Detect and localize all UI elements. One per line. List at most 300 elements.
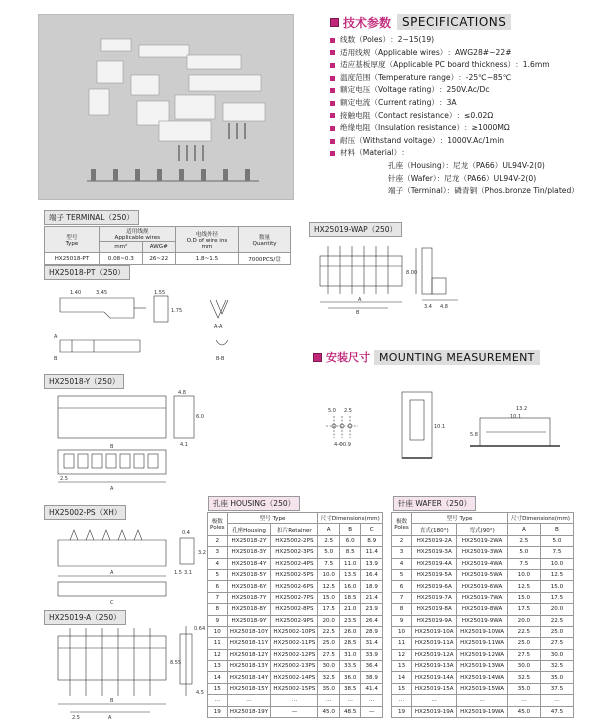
table-cell: 5.0 xyxy=(318,547,339,558)
table-row xyxy=(208,558,383,569)
th-awg: AWG# xyxy=(142,242,175,253)
table-cell: HX25019-15WA xyxy=(457,683,508,694)
table-cell: 23.5 xyxy=(339,615,360,626)
table-cell: HX25019-5A xyxy=(412,569,457,580)
table-cell: HX25019-9A xyxy=(412,615,457,626)
table-cell: HX25018-6Y xyxy=(227,581,271,592)
table-cell: 10.0 xyxy=(507,569,540,580)
table-cell: 7 xyxy=(208,592,228,603)
table-cell: — xyxy=(271,706,318,717)
table-row xyxy=(392,626,574,637)
table-cell: HX25019-2WA xyxy=(457,535,508,546)
table-row xyxy=(392,661,574,672)
table-cell: 17.5 xyxy=(318,604,339,615)
mounting-heading xyxy=(313,349,540,365)
table-cell: 15.0 xyxy=(540,581,573,592)
table-cell: HX25019-14WA xyxy=(457,672,508,683)
table-cell: HX25019-15A xyxy=(412,683,457,694)
a-label: HX25019-A（250） xyxy=(44,610,126,625)
table-cell: 13 xyxy=(208,661,228,672)
spec-item: 额定电流（Current rating） ：3A xyxy=(330,97,600,110)
table-cell: … xyxy=(318,695,339,706)
table-cell: 10.0 xyxy=(540,558,573,569)
dim-b: B xyxy=(110,698,114,704)
table-cell: HX25018-4Y xyxy=(227,558,271,569)
table-row xyxy=(392,683,574,694)
table-cell: 26.4 xyxy=(361,615,383,626)
material-item: 孔座（Housing）：尼龙（PA66）UL94V-2(0) xyxy=(388,160,545,170)
dim-a: A xyxy=(358,297,362,303)
table-cell: 25.0 xyxy=(540,626,573,637)
dim-3-1: 3.1 xyxy=(184,570,192,576)
table-cell: 7.5 xyxy=(540,547,573,558)
th-right-angle: 弯式(90°) xyxy=(457,524,508,535)
dim-b: B xyxy=(356,310,360,316)
dim-c: C xyxy=(110,600,114,606)
table-cell: 2 xyxy=(392,535,412,546)
table-row xyxy=(208,649,383,660)
table-cell: 5.0 xyxy=(540,535,573,546)
material-item: 针座（Wafer）：尼龙（PA66）UL94V-2(0) xyxy=(388,173,537,183)
table-cell: HX25018-14Y xyxy=(227,672,271,683)
dim-1-55: 1.55 xyxy=(154,290,166,296)
table-cell: 10.0 xyxy=(318,569,339,580)
spec-list xyxy=(330,34,600,198)
spec-item: 温度范围（Temperature range） ：-25℃~85℃ xyxy=(330,72,600,85)
ps-label: HX25002-PS（XH） xyxy=(44,505,126,520)
table-row: HX25018-PT 0.08~0.3 26~22 1.8~1.5 7000PCS/盘 xyxy=(45,253,291,264)
table-cell: HX25002-10PS xyxy=(271,626,318,637)
dim-3-45: 3.45 xyxy=(96,290,108,296)
th-type: 型号 Type xyxy=(412,513,508,524)
table-cell: HX25019-12WA xyxy=(457,649,508,660)
table-cell: HX25018-12Y xyxy=(227,649,271,660)
dim-hole-dia: 4-Φ0.9 xyxy=(334,442,351,448)
table-cell: 30.0 xyxy=(540,649,573,660)
table-cell: HX25002-3PS xyxy=(271,547,318,558)
table-cell: 6 xyxy=(392,581,412,592)
table-cell: 22.5 xyxy=(318,626,339,637)
dim-height: 8.00 xyxy=(406,270,418,276)
table-cell: 27.5 xyxy=(318,649,339,660)
table-cell: 18.5 xyxy=(339,592,360,603)
table-cell: 11.4 xyxy=(361,547,383,558)
table-cell: 8 xyxy=(208,604,228,615)
table-cell: HX25019-10A xyxy=(412,626,457,637)
table-row xyxy=(392,604,574,615)
table-cell: HX25019-19WA xyxy=(457,706,508,717)
table-cell: 45.0 xyxy=(507,706,540,717)
table-cell: 30.0 xyxy=(318,661,339,672)
table-row xyxy=(392,547,574,558)
bullet-icon xyxy=(330,101,335,106)
table-row xyxy=(208,626,383,637)
spec-title-en: SPECIFICATIONS xyxy=(397,14,511,30)
spec-item: 材料（Material） ： xyxy=(330,147,600,160)
dim-0-64: 0.64 xyxy=(194,626,206,632)
bullet-icon xyxy=(330,63,335,68)
product-photo xyxy=(38,14,294,200)
table-cell: 14 xyxy=(392,672,412,683)
table-row xyxy=(208,683,383,694)
table-cell: 12 xyxy=(208,649,228,660)
y-drawing xyxy=(50,388,220,492)
table-cell: 11 xyxy=(208,638,228,649)
table-cell: — xyxy=(361,706,383,717)
ps-drawing xyxy=(50,520,220,606)
table-cell: 31.0 xyxy=(339,649,360,660)
table-cell: 4 xyxy=(208,558,228,569)
pt-label: HX25018-PT（250） xyxy=(44,265,130,280)
table-cell: 23.9 xyxy=(361,604,383,615)
table-cell: HX25019-14A xyxy=(412,672,457,683)
dim-4-8: 4.8 xyxy=(178,390,186,396)
th-wires: 适用线规 Applicable wires xyxy=(99,227,175,242)
table-cell: 6 xyxy=(208,581,228,592)
table-cell: 31.4 xyxy=(361,638,383,649)
table-cell: 25.0 xyxy=(318,638,339,649)
table-cell: 17.5 xyxy=(540,592,573,603)
dim-4-5: 4.5 xyxy=(196,690,204,696)
table-cell: 26.0 xyxy=(339,626,360,637)
table-cell: 28.5 xyxy=(339,638,360,649)
table-cell: … xyxy=(392,695,412,706)
bullet-icon xyxy=(330,126,335,131)
table-cell: HX25019-7WA xyxy=(457,592,508,603)
table-cell: 8 xyxy=(392,604,412,615)
table-cell: 9 xyxy=(392,615,412,626)
dim-13-2: 13.2 xyxy=(516,406,528,412)
table-cell: 48.5 xyxy=(339,706,360,717)
table-cell: 38.9 xyxy=(361,672,383,683)
table-row xyxy=(208,535,383,546)
table-cell: HX25019-7A xyxy=(412,592,457,603)
table-cell: HX25018-3Y xyxy=(227,547,271,558)
table-cell: HX25002-5PS xyxy=(271,569,318,580)
square-bullet-icon xyxy=(313,353,322,362)
table-cell: HX25002-12PS xyxy=(271,649,318,660)
table-cell: HX25018-11Y xyxy=(227,638,271,649)
spec-item: 耐压（Withstand voltage） ：1000V.Ac/1min xyxy=(330,135,600,148)
table-cell: HX25018-10Y xyxy=(227,626,271,637)
bullet-icon xyxy=(330,76,335,81)
table-cell: 18.9 xyxy=(361,581,383,592)
table-cell: 47.5 xyxy=(540,706,573,717)
housing-table xyxy=(207,512,383,718)
th-b: B xyxy=(339,524,360,535)
table-cell: HX25002-6PS xyxy=(271,581,318,592)
table-cell: HX25019-13A xyxy=(412,661,457,672)
table-cell: 16.4 xyxy=(361,569,383,580)
table-cell: HX25019-19A xyxy=(412,706,457,717)
table-cell: HX25018-19Y xyxy=(227,706,271,717)
bullet-icon xyxy=(330,88,335,93)
table-row xyxy=(208,638,383,649)
table-row xyxy=(208,569,383,580)
table-cell: HX25002-9PS xyxy=(271,615,318,626)
dim-1-75: 1.75 xyxy=(171,308,183,314)
table-cell: HX25019-13WA xyxy=(457,661,508,672)
table-row xyxy=(208,581,383,592)
table-cell: HX25019-8A xyxy=(412,604,457,615)
dim-10-1: 10.1 xyxy=(510,414,522,420)
table-cell: 35.0 xyxy=(540,672,573,683)
table-cell: 21.0 xyxy=(339,604,360,615)
table-cell: 36.4 xyxy=(361,661,383,672)
table-cell: 45.0 xyxy=(318,706,339,717)
table-cell: … xyxy=(208,695,228,706)
table-cell: 25.0 xyxy=(507,638,540,649)
pt-drawing xyxy=(50,282,270,368)
table-cell: 12.5 xyxy=(318,581,339,592)
th-retainer: 扣片Retainer xyxy=(271,524,318,535)
th-dim: 尺寸Dimensions(mm) xyxy=(318,513,383,524)
table-cell: 41.4 xyxy=(361,683,383,694)
mounting-drawing xyxy=(320,372,570,472)
table-cell: 32.5 xyxy=(507,672,540,683)
table-cell: … xyxy=(271,695,318,706)
dim-1-5: 1.5 xyxy=(174,570,182,576)
table-cell: HX25002-11PS xyxy=(271,638,318,649)
table-cell: HX25002-7PS xyxy=(271,592,318,603)
table-cell: 5 xyxy=(208,569,228,580)
table-cell: HX25002-13PS xyxy=(271,661,318,672)
th-a: A xyxy=(507,524,540,535)
th-poles: 极数 Poles xyxy=(208,513,228,536)
th-c: C xyxy=(361,524,383,535)
table-cell: 4 xyxy=(392,558,412,569)
table-row xyxy=(392,672,574,683)
table-cell: 22.5 xyxy=(540,615,573,626)
table-cell: HX25019-3WA xyxy=(457,547,508,558)
th-od: 电线外径 O.D of wire ins mm xyxy=(175,227,238,253)
th-b: B xyxy=(540,524,573,535)
table-cell: … xyxy=(457,695,508,706)
dim-6-0: 6.0 xyxy=(196,414,204,420)
table-cell: 15.0 xyxy=(318,592,339,603)
table-cell: 32.5 xyxy=(318,672,339,683)
th-type: 型号 Type xyxy=(227,513,318,524)
table-cell: 7.5 xyxy=(318,558,339,569)
table-cell: 20.0 xyxy=(507,615,540,626)
table-row xyxy=(208,592,383,603)
table-cell: HX25019-6A xyxy=(412,581,457,592)
table-row xyxy=(208,695,383,706)
dim-a: A xyxy=(110,486,114,492)
table-cell: HX25002-15PS xyxy=(271,683,318,694)
spec-item: 接触电阻（Contact resistance） ：≤0.02Ω xyxy=(330,110,600,123)
table-row xyxy=(208,661,383,672)
table-cell: HX25019-4WA xyxy=(457,558,508,569)
table-cell: 13 xyxy=(392,661,412,672)
table-cell: 22.5 xyxy=(507,626,540,637)
table-cell: 10 xyxy=(392,626,412,637)
table-cell: HX25002-14PS xyxy=(271,672,318,683)
table-cell: 12.5 xyxy=(507,581,540,592)
table-cell: … xyxy=(361,695,383,706)
spec-item: 绝缘电阻（Insulation resistance） ：≥1000MΩ xyxy=(330,122,600,135)
table-cell: HX25019-11WA xyxy=(457,638,508,649)
dim-4-1: 4.1 xyxy=(180,442,188,448)
table-cell: 15 xyxy=(392,683,412,694)
table-cell: 36.0 xyxy=(339,672,360,683)
table-row xyxy=(392,558,574,569)
material-item: 端子（Terminal）：磷青铜（Phos.bronze Tin/plated） xyxy=(388,186,579,196)
table-row xyxy=(392,592,574,603)
table-cell: 20.0 xyxy=(318,615,339,626)
dim-2-5: 2.5 xyxy=(344,408,352,414)
th-dim: 尺寸Dimensions(mm) xyxy=(507,513,573,524)
table-cell: 6.0 xyxy=(339,535,360,546)
dim-5-8: 5.8 xyxy=(470,432,478,438)
th-mm2: mm² xyxy=(99,242,142,253)
table-row xyxy=(392,706,574,717)
table-cell: 13.9 xyxy=(361,558,383,569)
table-cell: … xyxy=(339,695,360,706)
wafer-label: 针座 WAFER（250） xyxy=(393,496,476,511)
mounting-title-en: MOUNTING MEASUREMENT xyxy=(374,350,540,365)
table-row xyxy=(208,672,383,683)
table-cell: HX25018-13Y xyxy=(227,661,271,672)
table-cell: HX25018-5Y xyxy=(227,569,271,580)
table-cell: 12.5 xyxy=(540,569,573,580)
table-cell: 33.9 xyxy=(361,649,383,660)
table-cell: 19 xyxy=(392,706,412,717)
dim-a: A xyxy=(110,570,114,576)
th-poles: 极数 Poles xyxy=(392,513,412,536)
dim-4-8: 4.8 xyxy=(440,304,448,310)
table-cell: 2.5 xyxy=(318,535,339,546)
table-cell: HX25018-2Y xyxy=(227,535,271,546)
dim-section-b: B xyxy=(54,356,58,362)
table-cell: 38.5 xyxy=(339,683,360,694)
dim-aa: A-A xyxy=(214,324,223,330)
th-type: 型号 Type xyxy=(45,227,100,253)
table-cell: 35.0 xyxy=(507,683,540,694)
specifications-heading xyxy=(330,12,590,32)
table-cell: 21.4 xyxy=(361,592,383,603)
bullet-icon xyxy=(330,139,335,144)
dim-3-2: 3.2 xyxy=(198,550,206,556)
dim-10-1-side: 10.1 xyxy=(434,424,446,430)
dim-2-5: 2.5 xyxy=(60,476,68,482)
housing-label: 孔座 HOUSING（250） xyxy=(208,496,300,511)
table-cell: HX25018-8Y xyxy=(227,604,271,615)
a-drawing xyxy=(50,624,220,720)
table-cell: 33.5 xyxy=(339,661,360,672)
table-row xyxy=(392,638,574,649)
table-cell: HX25018-9Y xyxy=(227,615,271,626)
table-cell: 2.5 xyxy=(507,535,540,546)
th-a: A xyxy=(318,524,339,535)
wap-drawing xyxy=(310,238,470,316)
table-row xyxy=(208,615,383,626)
table-cell: HX25019-10WA xyxy=(457,626,508,637)
table-cell: 3 xyxy=(392,547,412,558)
table-cell: 8.9 xyxy=(361,535,383,546)
table-cell: 9 xyxy=(208,615,228,626)
dim-8-55: 8.55 xyxy=(170,660,182,666)
table-cell: 32.5 xyxy=(540,661,573,672)
dim-bb: B-B xyxy=(216,356,225,362)
terminal-table xyxy=(44,226,291,265)
table-cell: 19 xyxy=(208,706,228,717)
table-row xyxy=(392,535,574,546)
table-cell: HX25019-9WA xyxy=(457,615,508,626)
table-cell: HX25019-5WA xyxy=(457,569,508,580)
table-row xyxy=(392,569,574,580)
table-cell: HX25002-2PS xyxy=(271,535,318,546)
spec-item: 适应基板厚度（Applicable PC board thickness） ：1.6mm xyxy=(330,59,600,72)
table-row xyxy=(208,706,383,717)
mounting-title-cn: 安装尺寸 xyxy=(326,351,370,364)
table-cell: 35.0 xyxy=(318,683,339,694)
table-cell: HX25019-3A xyxy=(412,547,457,558)
table-cell: HX25002-8PS xyxy=(271,604,318,615)
th-housing: 孔座Housing xyxy=(227,524,271,535)
y-label: HX25018-Y（250） xyxy=(44,374,124,389)
th-straight: 直式(180°) xyxy=(412,524,457,535)
table-cell: 16.0 xyxy=(339,581,360,592)
table-cell: HX25019-6WA xyxy=(457,581,508,592)
table-cell: 2 xyxy=(208,535,228,546)
wap-label: HX25019-WAP（250） xyxy=(309,222,402,237)
table-cell: HX25019-2A xyxy=(412,535,457,546)
table-cell: 15.0 xyxy=(507,592,540,603)
table-cell: 5 xyxy=(392,569,412,580)
table-cell: HX25018-15Y xyxy=(227,683,271,694)
table-cell: 5.0 xyxy=(507,547,540,558)
spec-item: 线数（Poles） ：2~15(19) xyxy=(330,34,600,47)
table-cell: 27.5 xyxy=(540,638,573,649)
wafer-table xyxy=(391,512,574,718)
dim-2-5: 2.5 xyxy=(72,715,80,721)
table-cell: 20.0 xyxy=(540,604,573,615)
table-cell: 7.5 xyxy=(507,558,540,569)
bullet-icon xyxy=(330,113,335,118)
table-row xyxy=(392,649,574,660)
spec-item: 适用线规（Applicable wires） ：AWG28#~22# xyxy=(330,47,600,60)
dim-section-a: A xyxy=(54,334,58,340)
table-cell: HX25019-4A xyxy=(412,558,457,569)
table-cell: 10 xyxy=(208,626,228,637)
table-cell: 14 xyxy=(208,672,228,683)
table-row xyxy=(208,604,383,615)
table-cell: HX25019-11A xyxy=(412,638,457,649)
dim-b: B xyxy=(110,444,114,450)
table-cell: 7 xyxy=(392,592,412,603)
table-cell: … xyxy=(540,695,573,706)
bullet-icon xyxy=(330,38,335,43)
table-cell: … xyxy=(507,695,540,706)
table-cell: … xyxy=(412,695,457,706)
dim-0-4: 0.4 xyxy=(182,530,190,536)
table-cell: 15 xyxy=(208,683,228,694)
table-cell: 13.5 xyxy=(339,569,360,580)
table-cell: 11.0 xyxy=(339,558,360,569)
table-cell: HX25019-8WA xyxy=(457,604,508,615)
table-cell: 12 xyxy=(392,649,412,660)
table-cell: 3 xyxy=(208,547,228,558)
table-cell: 8.5 xyxy=(339,547,360,558)
table-cell: … xyxy=(227,695,271,706)
table-cell: HX25002-4PS xyxy=(271,558,318,569)
th-qty: 数量 Quantity xyxy=(239,227,291,253)
table-cell: 30.0 xyxy=(507,661,540,672)
table-cell: HX25019-12A xyxy=(412,649,457,660)
square-bullet-icon xyxy=(330,18,339,27)
spec-item: 额定电压（Voltage rating） ：250V.Ac/Dc xyxy=(330,84,600,97)
